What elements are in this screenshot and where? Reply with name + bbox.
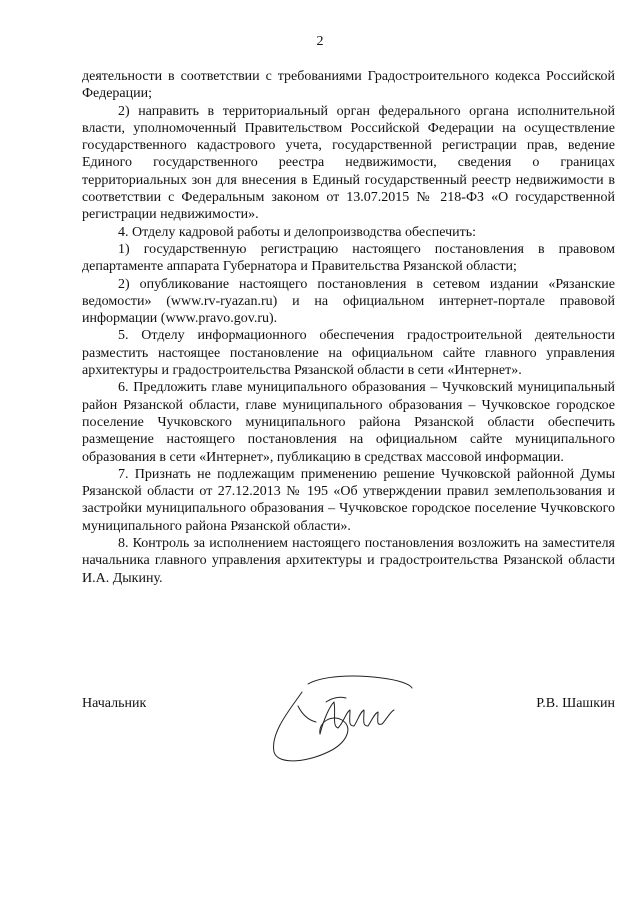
paragraph-item-4-hr-dept: 4. Отделу кадровой работы и делопроизводства обеспечить: [118,224,477,240]
paragraph-item-2-send-info: 2) направить в территориальный орган федерального органа исполнительной власти, уполномоченный Правительством Российской Федерации на осуществление государственного кадастрового учета, государственной регистрации прав, ведение Единого государственного реестра недвижимости, сведения о границах территориальных зон для внесения в Единый государственный реестр недвижимости в соответствии с Федеральным законом от 13.07.2015 № 218-ФЗ «О государственной регистрации недвижимости». [82,103,615,223]
page-number: 2 [316,34,324,49]
paragraph-item-6-municipality: 6. Предложить главе муниципального образования – Чучковский муниципальный район Рязанской области, главе муниципального образования – Чучковское городское поселение Чучковского муниципального района Рязанской области обеспечить размещение настоящего постановления на официальном сайте муниципального образования в сети «Интернет», публикацию в средствах массовой информации. [82,380,615,465]
signature-block [82,696,615,726]
signatory-name: Р.В. Шашкин [536,696,615,711]
signatory-title: Начальник [82,696,147,711]
document-body [82,68,615,587]
paragraph-item-4-1-registration: 1) государственную регистрацию настоящего постановления в правовом департаменте аппарата Губернатора и Правительства Рязанской области; [82,241,615,275]
paragraph-item-8-control: 8. Контроль за исполнением настоящего постановления возложить на заместителя начальника главного управления архитектуры и градостроительства Рязанской области И.А. Дыкину. [82,536,615,586]
paragraph-item-4-2-publication: 2) опубликование настоящего постановления в сетевом издании «Рязанские ведомости» (www.rv-ryazan.ru) и на официальном интернет-портале правовой информации (www.pravo.gov.ru). [82,276,615,327]
paragraph-item-5-website: 5. Отделу информационного обеспечения градостроительной деятельности разместить настоящее постановление на официальном сайте главного управления архитектуры и градостроительства Рязанской области в сети «Интернет». [82,328,615,379]
paragraph-continuation: деятельности в соответствии с требованиями Градостроительного кодекса Российской Федерации; [82,69,615,102]
paragraph-item-7-repeal: 7. Признать не подлежащим применению решение Чучковской районной Думы Рязанской области от 27.12.2013 № 195 «Об утверждении правил землепользования и застройки муниципального образования – Чучковское городское поселение Чучковского муниципального района Рязанской области». [82,466,615,534]
